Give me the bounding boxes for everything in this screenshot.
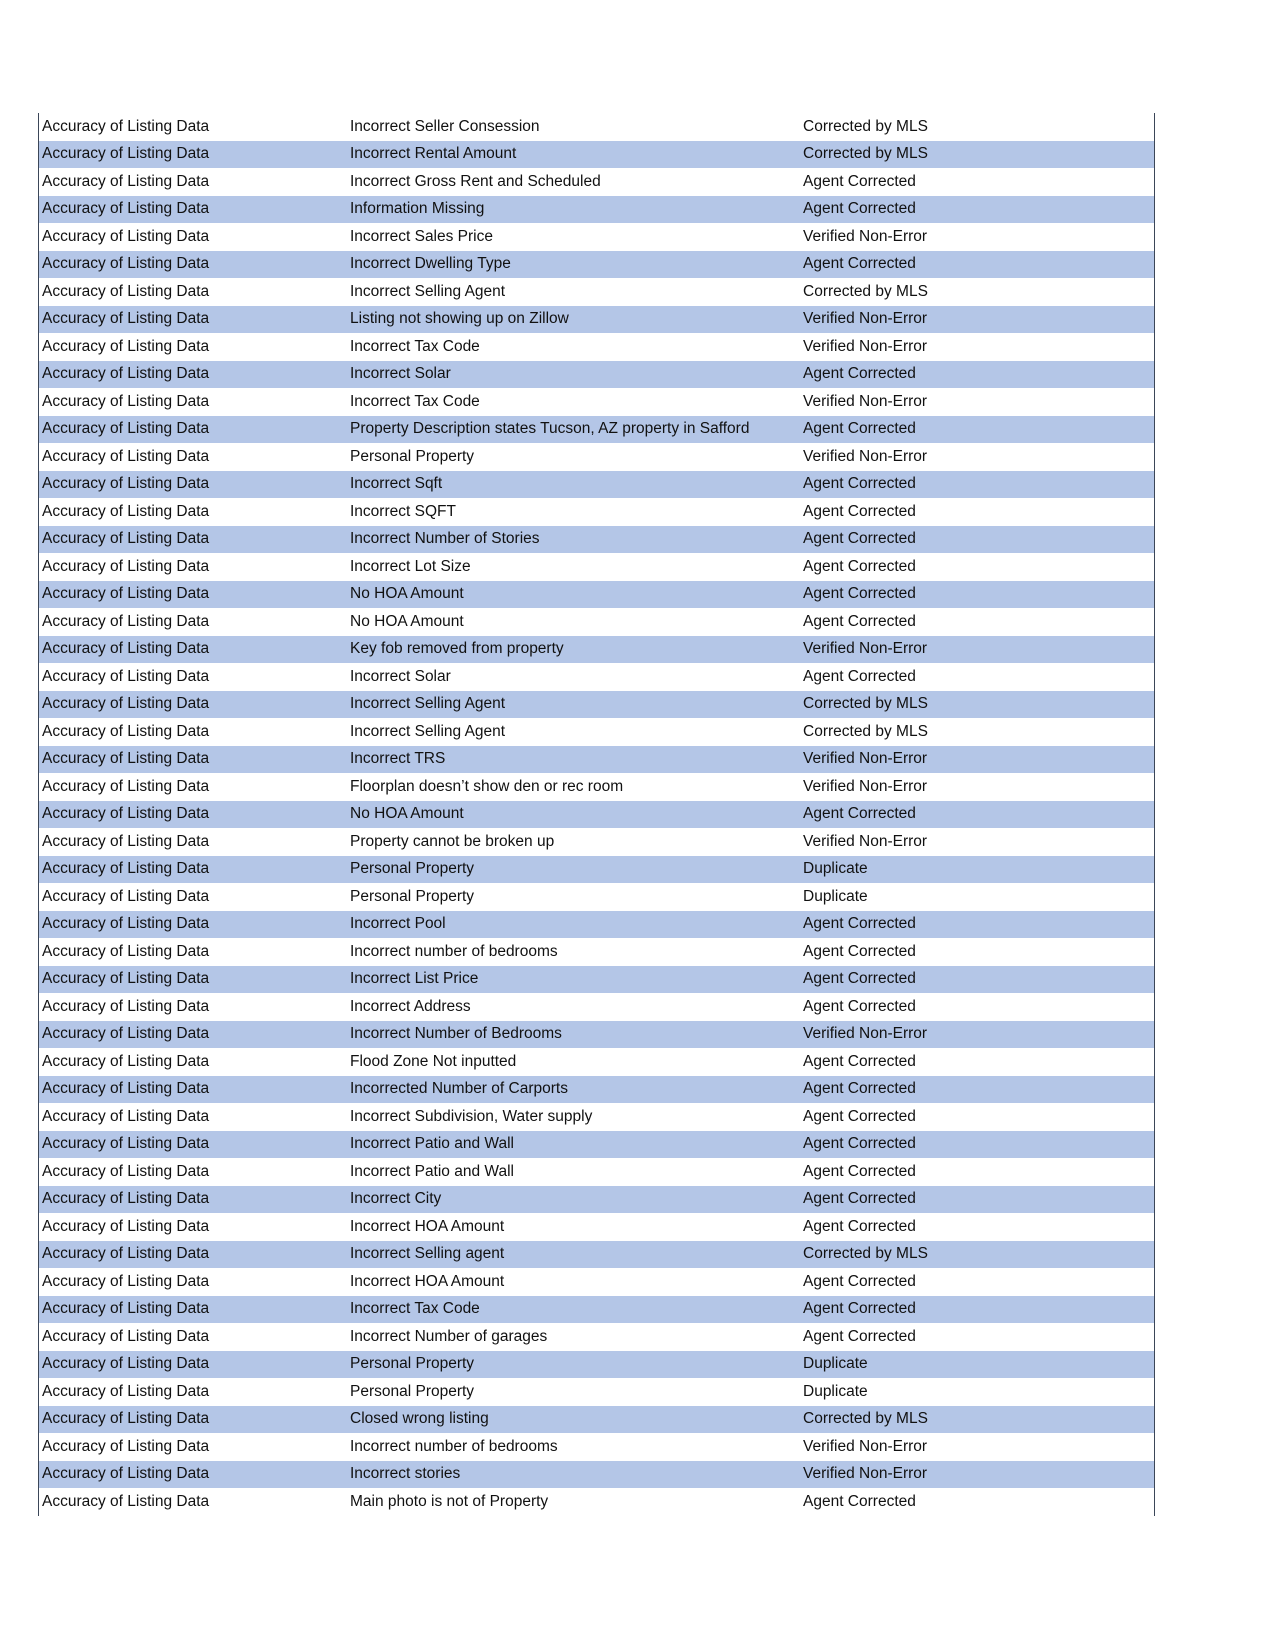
category-cell: Accuracy of Listing Data [42,227,210,245]
issue-cell: Incorrect Selling agent [350,1245,505,1263]
category-cell: Accuracy of Listing Data [42,1162,210,1180]
resolution-cell: Agent Corrected [803,365,916,383]
resolution-cell: Duplicate [803,887,868,905]
category-cell: Accuracy of Listing Data [42,1190,210,1208]
table-row [39,1351,1154,1379]
issue-cell: Incorrected Number of Carports [350,1080,568,1098]
category-cell: Accuracy of Listing Data [42,1492,210,1510]
category-cell: Accuracy of Listing Data [42,172,210,190]
resolution-cell: Agent Corrected [803,1162,916,1180]
table-row [39,608,1154,636]
table-row [39,113,1154,141]
resolution-cell: Agent Corrected [803,805,916,823]
issue-cell: Incorrect Tax Code [350,1300,480,1318]
issue-cell: Floorplan doesn’t show den or rec room [350,777,624,795]
issue-cell: Incorrect Solar [350,365,451,383]
resolution-cell: Verified Non-Error [803,750,928,768]
table-row [39,801,1154,829]
issue-cell: Incorrect Pool [350,915,446,933]
resolution-cell: Duplicate [803,1382,868,1400]
issue-cell: Incorrect Patio and Wall [350,1135,514,1153]
table-row [39,278,1154,306]
table-row [39,636,1154,664]
table-row [39,938,1154,966]
category-cell: Accuracy of Listing Data [42,695,210,713]
category-cell: Accuracy of Listing Data [42,1245,210,1263]
resolution-cell: Verified Non-Error [803,777,928,795]
table-row [39,168,1154,196]
table-row [39,883,1154,911]
resolution-cell: Verified Non-Error [803,392,928,410]
table-row [39,361,1154,389]
table-row [39,1021,1154,1049]
resolution-cell: Agent Corrected [803,667,916,685]
issue-cell: Property Description states Tucson, AZ property in Safford [350,420,750,438]
table-row [39,1268,1154,1296]
resolution-cell: Agent Corrected [803,530,916,548]
issue-cell: Incorrect Tax Code [350,392,480,410]
resolution-cell: Verified Non-Error [803,1465,928,1483]
category-cell: Accuracy of Listing Data [42,337,210,355]
resolution-cell: Agent Corrected [803,200,916,218]
table-row [39,1048,1154,1076]
issue-cell: Incorrect Sales Price [350,227,493,245]
category-cell: Accuracy of Listing Data [42,1300,210,1318]
resolution-cell: Agent Corrected [803,420,916,438]
issue-cell: Incorrect Selling Agent [350,282,506,300]
category-cell: Accuracy of Listing Data [42,915,210,933]
issue-cell: Information Missing [350,200,485,218]
resolution-cell: Verified Non-Error [803,227,928,245]
issue-cell: Personal Property [350,887,475,905]
category-cell: Accuracy of Listing Data [42,255,210,273]
issue-cell: Incorrect number of bedrooms [350,1437,558,1455]
resolution-cell: Corrected by MLS [803,1410,928,1428]
category-cell: Accuracy of Listing Data [42,117,210,135]
table-row [39,471,1154,499]
issue-cell: Incorrect Dwelling Type [350,255,511,273]
category-cell: Accuracy of Listing Data [42,1052,210,1070]
resolution-cell: Duplicate [803,1355,868,1373]
issue-cell: Incorrect Subdivision, Water supply [350,1107,593,1125]
issue-cell: No HOA Amount [350,585,464,603]
table-row [39,1488,1154,1516]
table-row [39,1131,1154,1159]
table-row [39,388,1154,416]
issue-cell: Property cannot be broken up [350,832,555,850]
resolution-cell: Agent Corrected [803,1327,916,1345]
resolution-cell: Verified Non-Error [803,1437,928,1455]
category-cell: Accuracy of Listing Data [42,145,210,163]
issue-cell: Personal Property [350,447,475,465]
issue-cell: Incorrect number of bedrooms [350,942,558,960]
table-row [39,498,1154,526]
category-cell: Accuracy of Listing Data [42,502,210,520]
issue-cell: Incorrect stories [350,1465,461,1483]
category-cell: Accuracy of Listing Data [42,667,210,685]
table-row [39,306,1154,334]
table-row [39,553,1154,581]
issue-cell: Closed wrong listing [350,1410,489,1428]
issue-cell: Personal Property [350,1355,475,1373]
resolution-cell: Verified Non-Error [803,832,928,850]
issue-cell: Incorrect Patio and Wall [350,1162,514,1180]
table-row [39,1213,1154,1241]
issue-cell: Listing not showing up on Zillow [350,310,569,328]
category-cell: Accuracy of Listing Data [42,640,210,658]
category-cell: Accuracy of Listing Data [42,942,210,960]
resolution-cell: Agent Corrected [803,942,916,960]
table-row [39,526,1154,554]
table-row [39,773,1154,801]
category-cell: Accuracy of Listing Data [42,475,210,493]
issue-cell: Personal Property [350,1382,475,1400]
category-cell: Accuracy of Listing Data [42,722,210,740]
category-cell: Accuracy of Listing Data [42,1272,210,1290]
resolution-cell: Agent Corrected [803,1492,916,1510]
table-row [39,223,1154,251]
resolution-cell: Agent Corrected [803,1135,916,1153]
category-cell: Accuracy of Listing Data [42,860,210,878]
category-cell: Accuracy of Listing Data [42,365,210,383]
resolution-cell: Corrected by MLS [803,282,928,300]
table-row [39,966,1154,994]
issue-cell: Key fob removed from property [350,640,564,658]
issue-cell: Incorrect Gross Rent and Scheduled [350,172,601,190]
category-cell: Accuracy of Listing Data [42,1327,210,1345]
category-cell: Accuracy of Listing Data [42,530,210,548]
category-cell: Accuracy of Listing Data [42,1382,210,1400]
issue-cell: Incorrect Address [350,997,471,1015]
table-row [39,691,1154,719]
resolution-cell: Agent Corrected [803,970,916,988]
table-row [39,1158,1154,1186]
resolution-cell: Agent Corrected [803,557,916,575]
category-cell: Accuracy of Listing Data [42,612,210,630]
resolution-cell: Agent Corrected [803,1190,916,1208]
table-row [39,196,1154,224]
resolution-cell: Corrected by MLS [803,1245,928,1263]
category-cell: Accuracy of Listing Data [42,997,210,1015]
table-row [39,1406,1154,1434]
resolution-cell: Duplicate [803,860,868,878]
table-row [39,663,1154,691]
category-cell: Accuracy of Listing Data [42,557,210,575]
resolution-cell: Agent Corrected [803,612,916,630]
table-row [39,1186,1154,1214]
resolution-cell: Agent Corrected [803,585,916,603]
resolution-cell: Agent Corrected [803,915,916,933]
resolution-cell: Corrected by MLS [803,117,928,135]
table-row [39,333,1154,361]
issue-cell: Personal Property [350,860,475,878]
issue-cell: Incorrect Sqft [350,475,443,493]
resolution-cell: Verified Non-Error [803,337,928,355]
issue-cell: No HOA Amount [350,805,464,823]
resolution-cell: Verified Non-Error [803,310,928,328]
issue-cell: Incorrect HOA Amount [350,1217,505,1235]
table-row [39,911,1154,939]
issue-cell: Incorrect List Price [350,970,479,988]
issue-cell: Incorrect Tax Code [350,337,480,355]
table-row [39,1433,1154,1461]
category-cell: Accuracy of Listing Data [42,447,210,465]
issue-cell: Incorrect Selling Agent [350,722,506,740]
resolution-cell: Verified Non-Error [803,640,928,658]
issue-cell: No HOA Amount [350,612,464,630]
issue-cell: Incorrect Solar [350,667,451,685]
category-cell: Accuracy of Listing Data [42,805,210,823]
table-row [39,443,1154,471]
table-row [39,1323,1154,1351]
data-table [38,113,1155,1516]
category-cell: Accuracy of Listing Data [42,1355,210,1373]
category-cell: Accuracy of Listing Data [42,1465,210,1483]
category-cell: Accuracy of Listing Data [42,970,210,988]
resolution-cell: Agent Corrected [803,1080,916,1098]
category-cell: Accuracy of Listing Data [42,832,210,850]
issue-cell: Incorrect Seller Consession [350,117,540,135]
category-cell: Accuracy of Listing Data [42,1080,210,1098]
table-row [39,251,1154,279]
category-cell: Accuracy of Listing Data [42,282,210,300]
issue-cell: Incorrect SQFT [350,502,456,520]
category-cell: Accuracy of Listing Data [42,887,210,905]
resolution-cell: Agent Corrected [803,1300,916,1318]
table-row [39,828,1154,856]
table-row [39,746,1154,774]
issue-cell: Flood Zone Not inputted [350,1052,517,1070]
table-row [39,581,1154,609]
table-row [39,1461,1154,1489]
category-cell: Accuracy of Listing Data [42,1107,210,1125]
issue-cell: Incorrect HOA Amount [350,1272,505,1290]
issue-cell: Incorrect Rental Amount [350,145,517,163]
category-cell: Accuracy of Listing Data [42,1135,210,1153]
category-cell: Accuracy of Listing Data [42,200,210,218]
resolution-cell: Agent Corrected [803,475,916,493]
resolution-cell: Verified Non-Error [803,447,928,465]
table-row [39,1076,1154,1104]
category-cell: Accuracy of Listing Data [42,392,210,410]
category-cell: Accuracy of Listing Data [42,1217,210,1235]
issue-cell: Incorrect Selling Agent [350,695,506,713]
issue-cell: Main photo is not of Property [350,1492,549,1510]
table-row [39,1103,1154,1131]
category-cell: Accuracy of Listing Data [42,750,210,768]
issue-cell: Incorrect Number of Stories [350,530,540,548]
resolution-cell: Agent Corrected [803,502,916,520]
table-row [39,141,1154,169]
table-row [39,993,1154,1021]
category-cell: Accuracy of Listing Data [42,1437,210,1455]
issue-cell: Incorrect TRS [350,750,446,768]
resolution-cell: Corrected by MLS [803,695,928,713]
resolution-cell: Corrected by MLS [803,722,928,740]
resolution-cell: Agent Corrected [803,1107,916,1125]
category-cell: Accuracy of Listing Data [42,777,210,795]
resolution-cell: Agent Corrected [803,1272,916,1290]
category-cell: Accuracy of Listing Data [42,1410,210,1428]
category-cell: Accuracy of Listing Data [42,1025,210,1043]
table-row [39,856,1154,884]
table-row [39,1241,1154,1269]
table-row [39,718,1154,746]
resolution-cell: Agent Corrected [803,172,916,190]
resolution-cell: Corrected by MLS [803,145,928,163]
category-cell: Accuracy of Listing Data [42,310,210,328]
resolution-cell: Agent Corrected [803,255,916,273]
issue-cell: Incorrect City [350,1190,442,1208]
table-row [39,1296,1154,1324]
resolution-cell: Agent Corrected [803,1052,916,1070]
issue-cell: Incorrect Number of garages [350,1327,548,1345]
resolution-cell: Agent Corrected [803,997,916,1015]
table-row [39,1378,1154,1406]
category-cell: Accuracy of Listing Data [42,420,210,438]
table-row [39,416,1154,444]
issue-cell: Incorrect Number of Bedrooms [350,1025,562,1043]
resolution-cell: Verified Non-Error [803,1025,928,1043]
category-cell: Accuracy of Listing Data [42,585,210,603]
resolution-cell: Agent Corrected [803,1217,916,1235]
issue-cell: Incorrect Lot Size [350,557,471,575]
